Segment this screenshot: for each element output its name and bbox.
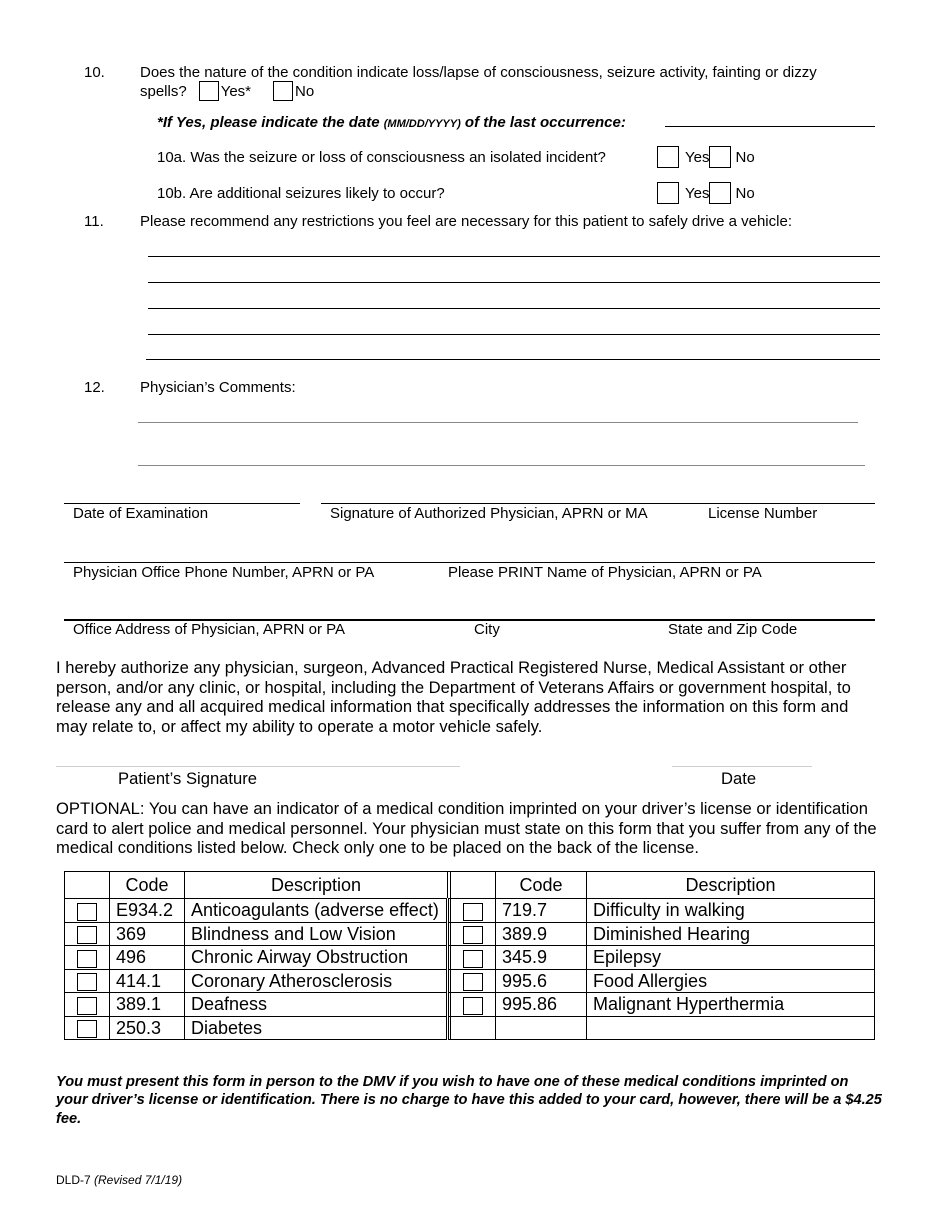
condition-checkbox[interactable] (77, 973, 97, 991)
condition-desc: Chronic Airway Obstruction (185, 946, 448, 970)
q10b-answer-row (657, 182, 755, 204)
q10-spells-label: spells? (140, 82, 187, 100)
condition-desc: Diabetes (185, 1016, 448, 1040)
q12-text: Physician’s Comments: (140, 379, 296, 396)
form-footer (56, 1173, 182, 1187)
table-row (65, 993, 875, 1017)
optional-text: OPTIONAL: You can have an indicator of a medical condition imprinted on your driver’s license or identification card to alert police and medical personnel. Your physician must state on this form that you suffer from any of the medical conditions listed below. Check only one to be placed on the back of the license. (56, 799, 877, 858)
q10b-no-label: No (735, 184, 755, 202)
condition-desc: Malignant Hyperthermia (587, 993, 875, 1017)
q10-no-label: No (295, 82, 315, 100)
table-cell (451, 1016, 496, 1040)
condition-desc (587, 1016, 875, 1040)
condition-desc: Deafness (185, 993, 448, 1017)
table-cell (65, 1016, 110, 1040)
condition-code: 995.86 (496, 993, 587, 1017)
patient-signature-label: Patient’s Signature (118, 769, 257, 788)
q10-note-a: *If Yes, please indicate the date (157, 114, 384, 131)
header-check-right (451, 872, 496, 899)
city-label: City (474, 621, 500, 638)
signature-label: Signature of Authorized Physician, APRN or MA (330, 505, 648, 522)
condition-code: 369 (110, 922, 185, 946)
condition-desc: Anticoagulants (adverse effect) (185, 899, 448, 923)
q11-input-line-3[interactable] (148, 308, 880, 309)
condition-checkbox[interactable] (463, 973, 483, 991)
condition-desc: Blindness and Low Vision (185, 922, 448, 946)
q11-number: 11. (84, 213, 104, 230)
q10b-text: 10b. Are additional seizures likely to occur? (157, 185, 445, 202)
q10-no-checkbox[interactable] (273, 81, 293, 101)
condition-code: 250.3 (110, 1016, 185, 1040)
date-exam-line[interactable] (64, 503, 300, 504)
address-label: Office Address of Physician, APRN or PA (73, 621, 346, 638)
q10-number: 10. (84, 64, 105, 81)
condition-code (496, 1016, 587, 1040)
table-row (65, 1016, 875, 1040)
table-cell (65, 969, 110, 993)
conditions-table (64, 871, 875, 1040)
q12-input-line-1[interactable] (138, 422, 858, 423)
q10a-no-checkbox[interactable] (709, 146, 731, 168)
condition-code: 719.7 (496, 899, 587, 923)
q10-note-b: of the last occurrence: (460, 114, 626, 131)
table-cell (65, 993, 110, 1017)
date-exam-label: Date of Examination (73, 505, 209, 522)
condition-desc: Epilepsy (587, 946, 875, 970)
condition-checkbox[interactable] (463, 926, 483, 944)
condition-code: 414.1 (110, 969, 185, 993)
table-row (65, 922, 875, 946)
condition-code: 496 (110, 946, 185, 970)
table-cell (451, 969, 496, 993)
phone-label: Physician Office Phone Number, APRN or PA (73, 564, 375, 581)
condition-checkbox[interactable] (463, 950, 483, 968)
q11-input-line-2[interactable] (148, 282, 880, 283)
table-cell (451, 993, 496, 1017)
q12-input-line-2[interactable] (138, 465, 865, 466)
table-cell (451, 899, 496, 923)
q10a-yes-checkbox[interactable] (657, 146, 679, 168)
q10b-yes-checkbox[interactable] (657, 182, 679, 204)
condition-desc: Diminished Hearing (587, 922, 875, 946)
print-name-label: Please PRINT Name of Physician, APRN or PA (448, 564, 762, 581)
header-code-left: Code (110, 872, 185, 899)
table-cell (451, 922, 496, 946)
condition-checkbox[interactable] (77, 997, 97, 1015)
q10-yes-checkbox[interactable] (199, 81, 219, 101)
table-header-row (65, 872, 875, 899)
condition-desc: Food Allergies (587, 969, 875, 993)
q10b-no-checkbox[interactable] (709, 182, 731, 204)
condition-checkbox[interactable] (463, 997, 483, 1015)
q10-yes-label: Yes* (220, 82, 252, 100)
condition-code: 389.1 (110, 993, 185, 1017)
q10b-yes-label: Yes (685, 184, 710, 202)
q10-note-format: (MM/DD/YYYY) (383, 118, 461, 130)
table-row (65, 946, 875, 970)
q11-input-line-5[interactable] (146, 359, 880, 360)
condition-desc: Difficulty in walking (587, 899, 875, 923)
header-desc-left: Description (185, 872, 448, 899)
q10a-text: 10a. Was the seizure or loss of consciousness an isolated incident? (157, 149, 606, 166)
header-code-right: Code (496, 872, 587, 899)
form-id: DLD-7 (56, 1173, 95, 1187)
authorization-text: I hereby authorize any physician, surgeon, Advanced Practical Registered Nurse, Medical Assistant or other person, and/or any clinic, or hospital, including the Department of Veterans Affairs or government hospital, to release any and all acquired medical information that specifically addresses the information on this form and may relate to, or affect my ability to operate a motor vehicle safely. (56, 658, 851, 736)
q10a-no-label: No (735, 148, 755, 166)
patient-date-label: Date (721, 769, 757, 788)
signature-line[interactable] (321, 503, 875, 504)
q10-text: Does the nature of the condition indicate loss/lapse of consciousness, seizure activity, fainting or dizzy (140, 64, 817, 81)
table-cell (451, 946, 496, 970)
condition-code: 995.6 (496, 969, 587, 993)
patient-date-line[interactable] (672, 766, 812, 767)
condition-checkbox[interactable] (77, 1020, 97, 1038)
header-desc-right: Description (587, 872, 875, 899)
q10a-answer-row (657, 146, 755, 168)
table-row (65, 899, 875, 923)
state-zip-label: State and Zip Code (668, 621, 798, 638)
condition-checkbox[interactable] (463, 903, 483, 921)
table-cell (65, 946, 110, 970)
q11-text: Please recommend any restrictions you feel are necessary for this patient to safely drive a vehicle: (140, 213, 792, 230)
table-cell (65, 922, 110, 946)
q11-input-line-1[interactable] (148, 256, 880, 257)
form-revision: (Revised 7/1/19) (94, 1173, 183, 1187)
header-check-left (65, 872, 110, 899)
q10-answer-row (140, 81, 314, 101)
phone-name-line[interactable] (64, 562, 875, 563)
condition-checkbox[interactable] (77, 926, 97, 944)
license-label: License Number (708, 505, 818, 522)
dmv-notice: You must present this form in person to the DMV if you wish to have one of these medical conditions imprinted on your driver’s license or identification. There is no charge to have this added to your card, however, there will be a $4.25 fee. (56, 1074, 882, 1127)
q11-input-line-4[interactable] (148, 334, 880, 335)
q10-date-note (157, 114, 626, 131)
q10-date-input-line[interactable] (665, 126, 875, 127)
condition-code: 389.9 (496, 922, 587, 946)
condition-code: E934.2 (110, 899, 185, 923)
condition-desc: Coronary Atherosclerosis (185, 969, 448, 993)
table-cell (65, 899, 110, 923)
q12-number: 12. (84, 379, 105, 396)
condition-checkbox[interactable] (77, 950, 97, 968)
table-row (65, 969, 875, 993)
q10a-yes-label: Yes (685, 148, 710, 166)
condition-code: 345.9 (496, 946, 587, 970)
condition-checkbox[interactable] (77, 903, 97, 921)
patient-signature-line[interactable] (56, 766, 460, 767)
